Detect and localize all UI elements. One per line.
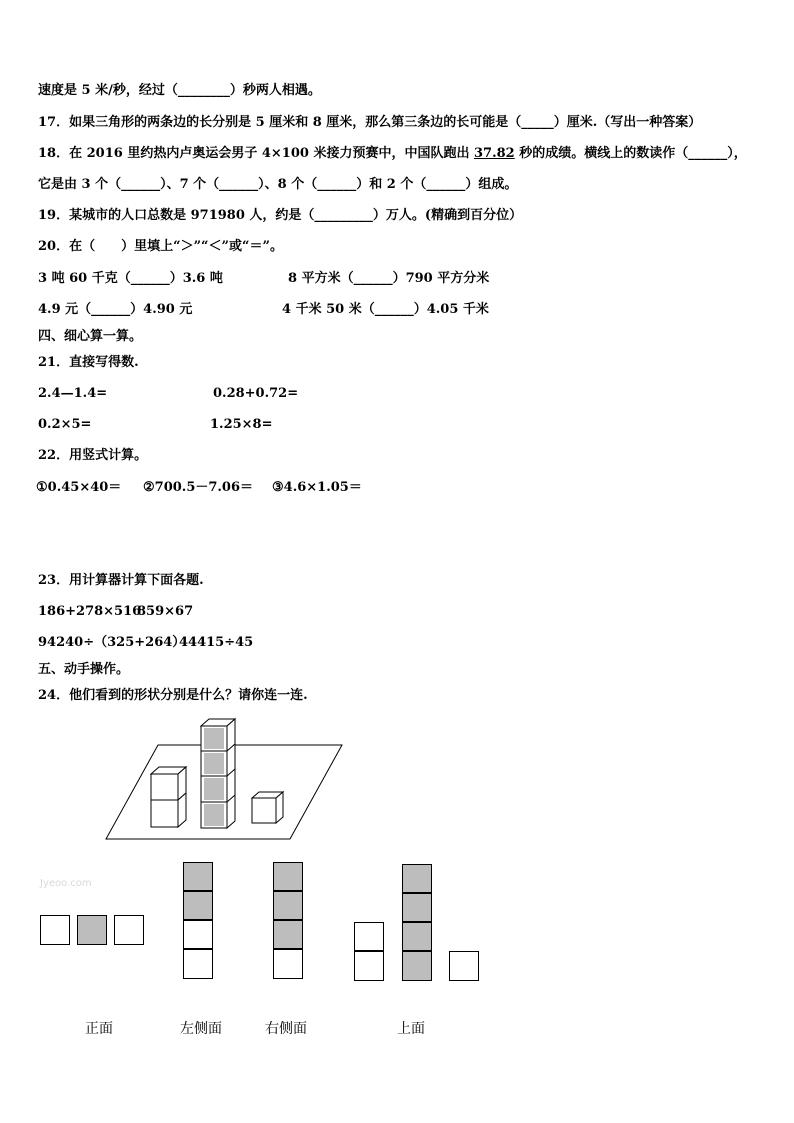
- question-20: 20．在（ ）里填上“＞”“＜”或“＝”。: [38, 239, 283, 254]
- question-18-line2: 它是由 3 个（______）、7 个（______）、8 个（______）和 2 个（______）组成。: [38, 177, 518, 192]
- question-19: 19．某城市的人口总数是 971980 人，约是（_________）万人。(精确到百分位）: [38, 208, 523, 223]
- question-18: [38, 145, 747, 163]
- question-22: 22．用竖式计算。: [38, 448, 148, 463]
- section-4-heading: 四、细心算一算。: [38, 329, 143, 344]
- vertical-calc-2: ②700.5－7.06＝: [143, 480, 254, 495]
- calc-2: 859×67: [137, 604, 194, 619]
- calc-1: 186+278×516: [38, 604, 142, 619]
- vertical-calc-1: ①0.45×40＝: [36, 480, 122, 495]
- compare-3: 4.9 元（______）4.90 元: [38, 302, 193, 317]
- question-21: 21．直接写得数.: [38, 355, 139, 370]
- compare-1: 3 吨 60 千克（______）3.6 吨: [38, 271, 223, 286]
- label-top: 上面: [397, 1021, 425, 1037]
- label-front: 正面: [85, 1021, 113, 1037]
- left-stack: [151, 767, 186, 827]
- expr-4: 1.25×8=: [210, 417, 273, 432]
- question-17: 17．如果三角形的两条边的长分别是 5 厘米和 8 厘米，那么第三条边的长可能是（_____）厘米.（写出一种答案）: [38, 115, 702, 130]
- calc-4: 44415÷45: [179, 635, 254, 650]
- calc-3: 94240÷（325+264）: [38, 635, 186, 650]
- label-right-side: 右侧面: [265, 1021, 307, 1037]
- compare-2: 8 平方米（______）790 平方分米: [288, 271, 490, 286]
- expr-1: 2.4—1.4=: [38, 386, 108, 401]
- section-5-heading: 五、动手操作。: [38, 662, 130, 677]
- q18-pre: 18．在 2016 里约热内卢奥运会男子 4×100 米接力预赛中，中国队跑出: [38, 146, 474, 161]
- line-16-cont: 速度是 5 米/秒，经过（________）秒两人相遇。: [38, 83, 321, 98]
- q18-post: 秒的成绩。横线上的数读作（______），: [514, 146, 747, 161]
- q18-number: 37.82: [473, 146, 515, 161]
- question-23: 23．用计算器计算下面各题.: [38, 573, 204, 588]
- label-left-side: 左侧面: [180, 1021, 222, 1037]
- compare-4: 4 千米 50 米（______）4.05 千米: [282, 302, 489, 317]
- vertical-calc-3: ③4.6×1.05＝: [272, 480, 362, 495]
- expr-3: 0.2×5=: [38, 417, 92, 432]
- cube-arrangement-figure: [100, 712, 350, 844]
- tall-stack: [201, 719, 235, 828]
- expr-2: 0.28+0.72=: [213, 386, 299, 401]
- single-cube: [252, 792, 283, 823]
- question-24: 24．他们看到的形状分别是什么？请你连一连.: [38, 688, 308, 703]
- watermark: Jyeoo.com: [40, 878, 92, 889]
